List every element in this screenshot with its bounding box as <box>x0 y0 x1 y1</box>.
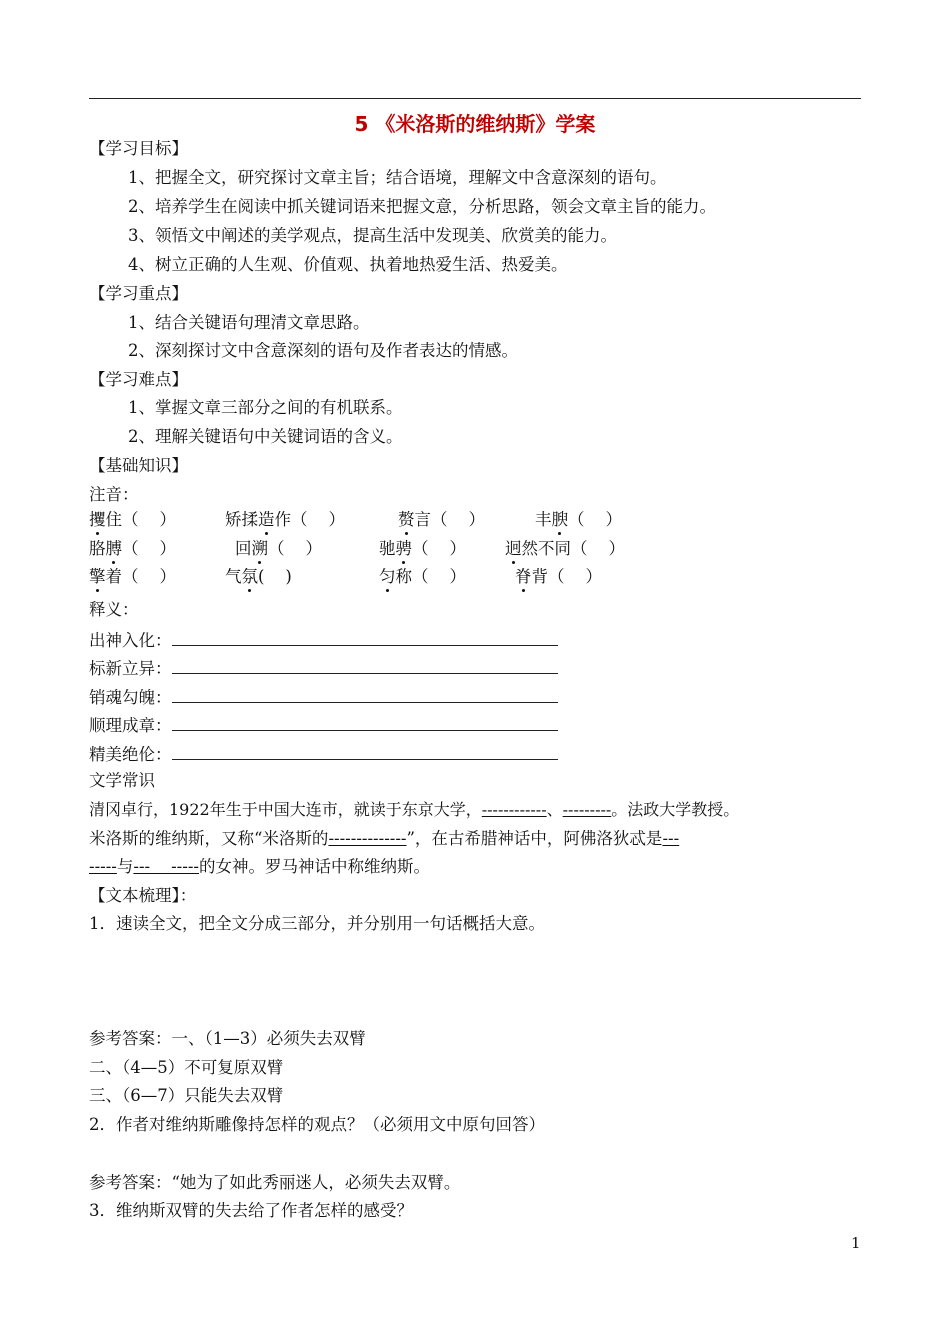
shiyi-label: 释义： <box>89 600 139 619</box>
shiyi-item <box>89 686 558 708</box>
answer-blank[interactable]: --------- <box>562 800 612 819</box>
text: 米洛斯的维纳斯，又称“米洛斯的 <box>89 829 329 848</box>
shiyi-item <box>89 743 558 765</box>
zhuyin-item <box>379 567 466 587</box>
text: 、 <box>546 800 563 819</box>
zhuyin-blank[interactable]: （ ） <box>268 539 322 558</box>
key-item: 1、结合关键语句理清文章思路。 <box>128 313 370 332</box>
zhuyin-blank[interactable]: 称（ ） <box>395 567 466 586</box>
answer-blank[interactable]: ------------ <box>481 800 547 819</box>
zhuyin-item <box>505 539 625 559</box>
dotted-character: 擎 <box>89 567 106 586</box>
zhuyin-item <box>89 539 176 559</box>
dotted-character: 腴 <box>551 510 568 529</box>
answer-blank[interactable]: -------------- <box>328 829 407 848</box>
dotted-character: 溯 <box>251 539 268 558</box>
zhuyin-text: 气 <box>225 567 242 586</box>
zhuyin-item <box>379 539 466 559</box>
zhuyin-blank[interactable]: ( ) <box>258 567 292 586</box>
key-item: 2、深刻探讨文中含意深刻的语句及作者表达的情感。 <box>128 341 518 360</box>
dotted-character: 迥 <box>505 539 522 558</box>
text: ”，在古希腊神话中，阿佛洛狄忒是 <box>406 829 663 848</box>
text: 。法政大学教授。 <box>611 800 740 819</box>
zhuyin-blank[interactable]: （ ） <box>568 510 622 529</box>
zhuyin-text: 胳 <box>89 539 106 558</box>
shiyi-term: 标新立异： <box>89 659 172 678</box>
dotted-character: 攫 <box>89 510 106 529</box>
outline-header: 【文本梳理】： <box>89 886 197 905</box>
answer-blank[interactable] <box>172 629 558 646</box>
shiyi-term: 出神入化： <box>89 631 172 650</box>
zhuyin-blank[interactable]: （ ） <box>122 539 176 558</box>
question-2: 2．作者对维纳斯雕像持怎样的观点？（必须用文中原句回答） <box>89 1115 545 1134</box>
literature-line <box>89 857 430 877</box>
difficult-header: 【学习难点】 <box>89 370 188 389</box>
dotted-character: 骋 <box>395 539 412 558</box>
difficult-item: 2、理解关键语句中关键词语的含义。 <box>128 427 403 446</box>
text: 清冈卓行，1922年生于中国大连市，就读于东京大学， <box>89 800 482 819</box>
zhuyin-item <box>398 510 485 530</box>
shiyi-item <box>89 714 558 736</box>
zhuyin-text: 矫揉 <box>225 510 258 529</box>
zhuyin-item <box>89 567 176 587</box>
answer-blank[interactable] <box>172 657 558 674</box>
zhuyin-item <box>515 567 602 587</box>
answer-blank[interactable]: --- ----- <box>133 857 199 876</box>
goal-item: 1、把握全文，研究探讨文章主旨；结合语境，理解文中含意深刻的语句。 <box>128 168 667 187</box>
basic-header: 【基础知识】 <box>89 456 188 475</box>
answer-line: 三、（6—7）只能失去双臂 <box>89 1086 284 1105</box>
key-header: 【学习重点】 <box>89 284 188 303</box>
zhuyin-blank[interactable]: 然不同（ ） <box>521 539 625 558</box>
zhuyin-blank[interactable]: 言（ ） <box>414 510 485 529</box>
zhuyin-blank[interactable]: 住（ ） <box>105 510 176 529</box>
goal-item: 3、领悟文中阐述的美学观点，提高生活中发现美、欣赏美的能力。 <box>128 226 617 245</box>
shiyi-term: 精美绝伦： <box>89 745 172 764</box>
zhuyin-blank[interactable]: 着（ ） <box>105 567 176 586</box>
answer-blank[interactable]: ----- <box>89 857 117 876</box>
text: 的女神。罗马神话中称维纳斯。 <box>198 857 430 876</box>
goals-header: 【学习目标】 <box>89 139 188 158</box>
text: 与 <box>116 857 134 876</box>
answer-line: 二、（4—5）不可复原双臂 <box>89 1058 284 1077</box>
zhuyin-label: 注音： <box>89 485 139 504</box>
header-rule <box>89 98 861 99</box>
answer-line: 参考答案：一、（1—3）必须失去双臂 <box>89 1029 366 1048</box>
dotted-character: 氛 <box>241 567 258 586</box>
goal-item: 2、培养学生在阅读中抓关键词语来把握文意，分析思路，领会文章主旨的能力。 <box>128 197 716 216</box>
zhuyin-item <box>535 510 622 530</box>
answer-blank[interactable] <box>172 686 558 703</box>
page-number: 1 <box>851 1234 861 1252</box>
dotted-character: 匀 <box>379 567 396 586</box>
page-title: 5 《米洛斯的维纳斯》学案 <box>354 112 596 136</box>
answer-blank[interactable] <box>172 714 558 731</box>
zhuyin-item <box>89 510 176 530</box>
dotted-character: 膊 <box>105 539 122 558</box>
shiyi-item <box>89 629 558 651</box>
dotted-character: 脊 <box>515 567 532 586</box>
literature-label: 文学常识 <box>89 771 155 790</box>
answer-blank[interactable]: --- <box>662 829 680 848</box>
zhuyin-blank[interactable]: （ ） <box>412 539 466 558</box>
dotted-character: 赘 <box>398 510 415 529</box>
question-3: 3．维纳斯双臂的失去给了作者怎样的感受？ <box>89 1201 413 1220</box>
zhuyin-item <box>235 539 322 559</box>
zhuyin-blank[interactable]: 作（ ） <box>274 510 345 529</box>
shiyi-term: 顺理成章： <box>89 716 172 735</box>
zhuyin-item <box>225 510 345 530</box>
literature-line <box>89 829 679 849</box>
shiyi-term: 销魂勾魄： <box>89 688 172 707</box>
dotted-character: 造 <box>258 510 275 529</box>
difficult-item: 1、掌握文章三部分之间的有机联系。 <box>128 398 403 417</box>
zhuyin-text: 回 <box>235 539 252 558</box>
shiyi-item <box>89 657 558 679</box>
zhuyin-text: 丰 <box>535 510 552 529</box>
question-1: 1．速读全文，把全文分成三部分，并分别用一句话概括大意。 <box>89 914 545 933</box>
zhuyin-text: 驰 <box>379 539 396 558</box>
zhuyin-blank[interactable]: 背（ ） <box>531 567 602 586</box>
answer-blank[interactable] <box>172 743 558 760</box>
literature-line <box>89 800 739 820</box>
answer-line: 参考答案：“她为了如此秀丽迷人，必须失去双臂。 <box>89 1173 461 1192</box>
zhuyin-item <box>225 567 292 587</box>
goal-item: 4、树立正确的人生观、价值观、执着地热爱生活、热爱美。 <box>128 255 568 274</box>
